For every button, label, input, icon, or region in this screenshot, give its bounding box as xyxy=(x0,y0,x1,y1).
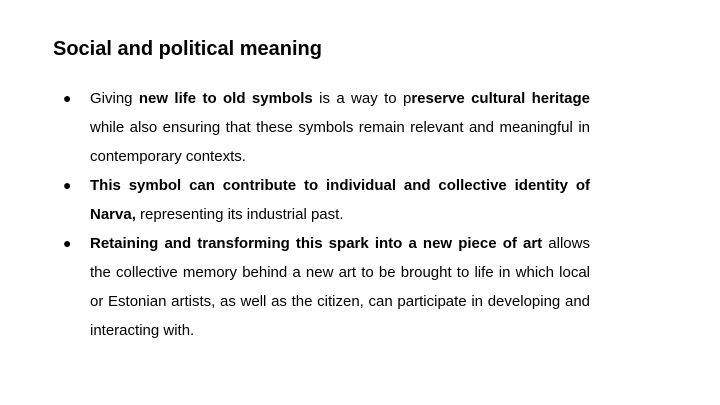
bullet-text-bold-run: new life to old symbols xyxy=(138,90,313,107)
bullet-dot-icon: ● xyxy=(63,177,72,193)
bullet-item xyxy=(60,84,590,171)
bullet-dot-icon: ● xyxy=(63,235,72,251)
bullet-list xyxy=(60,84,590,345)
bullet-text-run: is a way to p xyxy=(312,90,412,107)
bullet-text-bold-run: reserve cultural heritage xyxy=(411,90,590,107)
bullet-text-bold-run: Retaining and transforming this spark into a new piece of art xyxy=(90,235,543,252)
bullet-item xyxy=(60,229,590,345)
bullet-text-run: allows the collective memory behind a new art to be brought to life in which local or Estonian artists, as well as the citizen, can participate in developing and interacting with. xyxy=(90,235,590,339)
bullet-text-run: Giving xyxy=(90,90,139,107)
bullet-item xyxy=(60,171,590,229)
bullet-text-run: representing its industrial past. xyxy=(135,206,344,223)
bullet-dot-icon: ● xyxy=(63,90,72,106)
bullet-text-bold-run: This symbol can contribute to individual and collective identity of Narva, xyxy=(90,177,590,223)
bullet-text-run: while also ensuring that these symbols remain relevant and meaningful in contemporary contexts. xyxy=(90,119,590,165)
slide-title: Social and political meaning xyxy=(53,38,322,60)
